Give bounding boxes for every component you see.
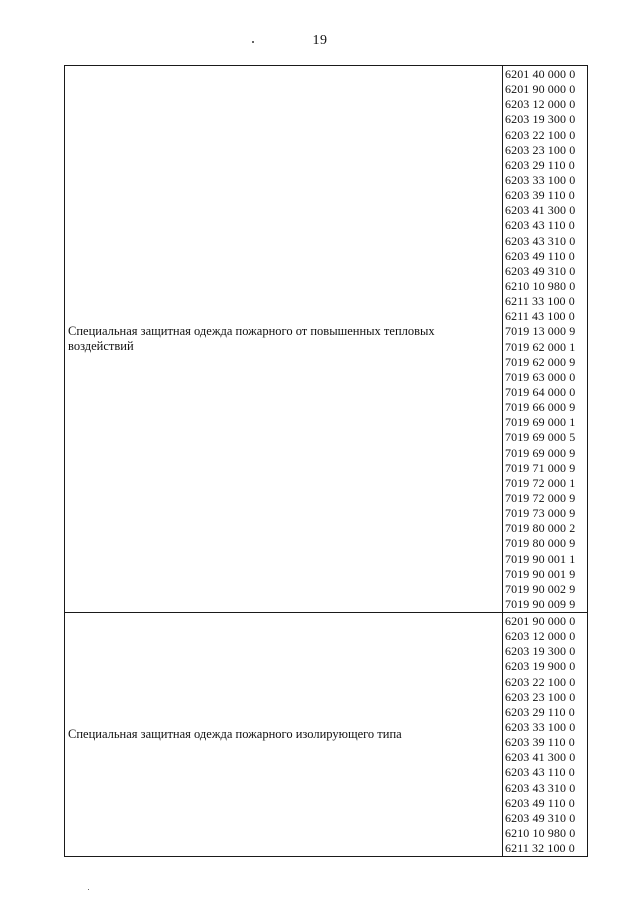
code-item: 7019 72 000 9: [505, 490, 576, 505]
code-item: 7019 90 001 9: [505, 566, 576, 581]
product-name: Специальная защитная одежда пожарного изолирующего типа: [68, 727, 402, 742]
codes-cell: [503, 613, 588, 857]
code-item: 7019 80 000 2: [505, 521, 576, 536]
code-item: 6203 49 110 0: [505, 248, 575, 263]
code-item: 6203 43 110 0: [505, 765, 575, 780]
code-item: 7019 66 000 9: [505, 400, 576, 415]
code-item: 7019 62 000 1: [505, 339, 576, 354]
code-item: 6203 33 100 0: [505, 720, 576, 735]
product-codes-table: [64, 65, 588, 857]
code-item: 6201 40 000 0: [505, 67, 576, 81]
code-item: 7019 90 009 9: [505, 596, 576, 611]
code-item: 6211 33 100 0: [505, 294, 575, 309]
table-row: [65, 613, 588, 857]
code-item: 6203 19 300 0: [505, 112, 576, 127]
code-item: 7019 90 001 1: [505, 551, 576, 566]
code-item: 7019 80 000 9: [505, 536, 576, 551]
product-name: Специальная защитная одежда пожарного от повышенных тепловых воздействий: [68, 324, 435, 354]
page-number: 19: [312, 33, 328, 48]
product-name-cell: [65, 66, 503, 613]
code-item: 6203 33 100 0: [505, 172, 576, 187]
code-item: 7019 71 000 9: [505, 460, 576, 475]
code-item: 7019 13 000 9: [505, 324, 576, 339]
code-item: 7019 73 000 9: [505, 506, 576, 521]
code-item: 6203 39 110 0: [505, 188, 575, 203]
scan-speck: [252, 41, 254, 43]
code-item: 7019 63 000 0: [505, 369, 576, 384]
code-item: 7019 69 000 9: [505, 445, 576, 460]
code-item: 6203 39 110 0: [505, 735, 575, 750]
code-item: 6211 43 100 0: [505, 309, 575, 324]
code-item: 6203 12 000 0: [505, 97, 576, 112]
code-item: 6201 90 000 0: [505, 614, 576, 629]
scan-speck: [88, 889, 89, 890]
code-item: 7019 69 000 5: [505, 430, 576, 445]
code-item: 6211 32 100 0: [505, 841, 575, 856]
code-item: 6203 12 000 0: [505, 629, 576, 644]
code-item: 6203 49 310 0: [505, 810, 576, 825]
code-item: 6203 49 310 0: [505, 263, 576, 278]
code-item: 6203 49 110 0: [505, 795, 575, 810]
code-item: 6203 23 100 0: [505, 689, 576, 704]
code-item: 7019 64 000 0: [505, 384, 576, 399]
code-item: 6203 29 110 0: [505, 704, 575, 719]
code-item: 6203 19 900 0: [505, 659, 576, 674]
code-item: 7019 72 000 1: [505, 475, 576, 490]
code-item: 6210 10 980 0: [505, 278, 576, 293]
code-item: 6203 43 310 0: [505, 233, 576, 248]
code-item: 6203 41 300 0: [505, 203, 576, 218]
table-row: [65, 66, 588, 613]
code-item: 6203 41 300 0: [505, 750, 576, 765]
code-item: 7019 90 002 9: [505, 581, 576, 596]
code-item: 7019 62 000 9: [505, 354, 576, 369]
code-item: 6203 29 110 0: [505, 157, 575, 172]
code-item: 6203 23 100 0: [505, 142, 576, 157]
code-item: 6203 22 100 0: [505, 127, 576, 142]
code-item: 6203 43 110 0: [505, 218, 575, 233]
code-item: 6203 19 300 0: [505, 644, 576, 659]
code-item: 6210 10 980 0: [505, 826, 576, 841]
product-name-cell: [65, 613, 503, 857]
code-item: 7019 69 000 1: [505, 415, 576, 430]
code-item: 6201 90 000 0: [505, 82, 576, 97]
codes-cell: [503, 66, 588, 613]
code-item: 6203 22 100 0: [505, 674, 576, 689]
code-item: 6203 43 310 0: [505, 780, 576, 795]
